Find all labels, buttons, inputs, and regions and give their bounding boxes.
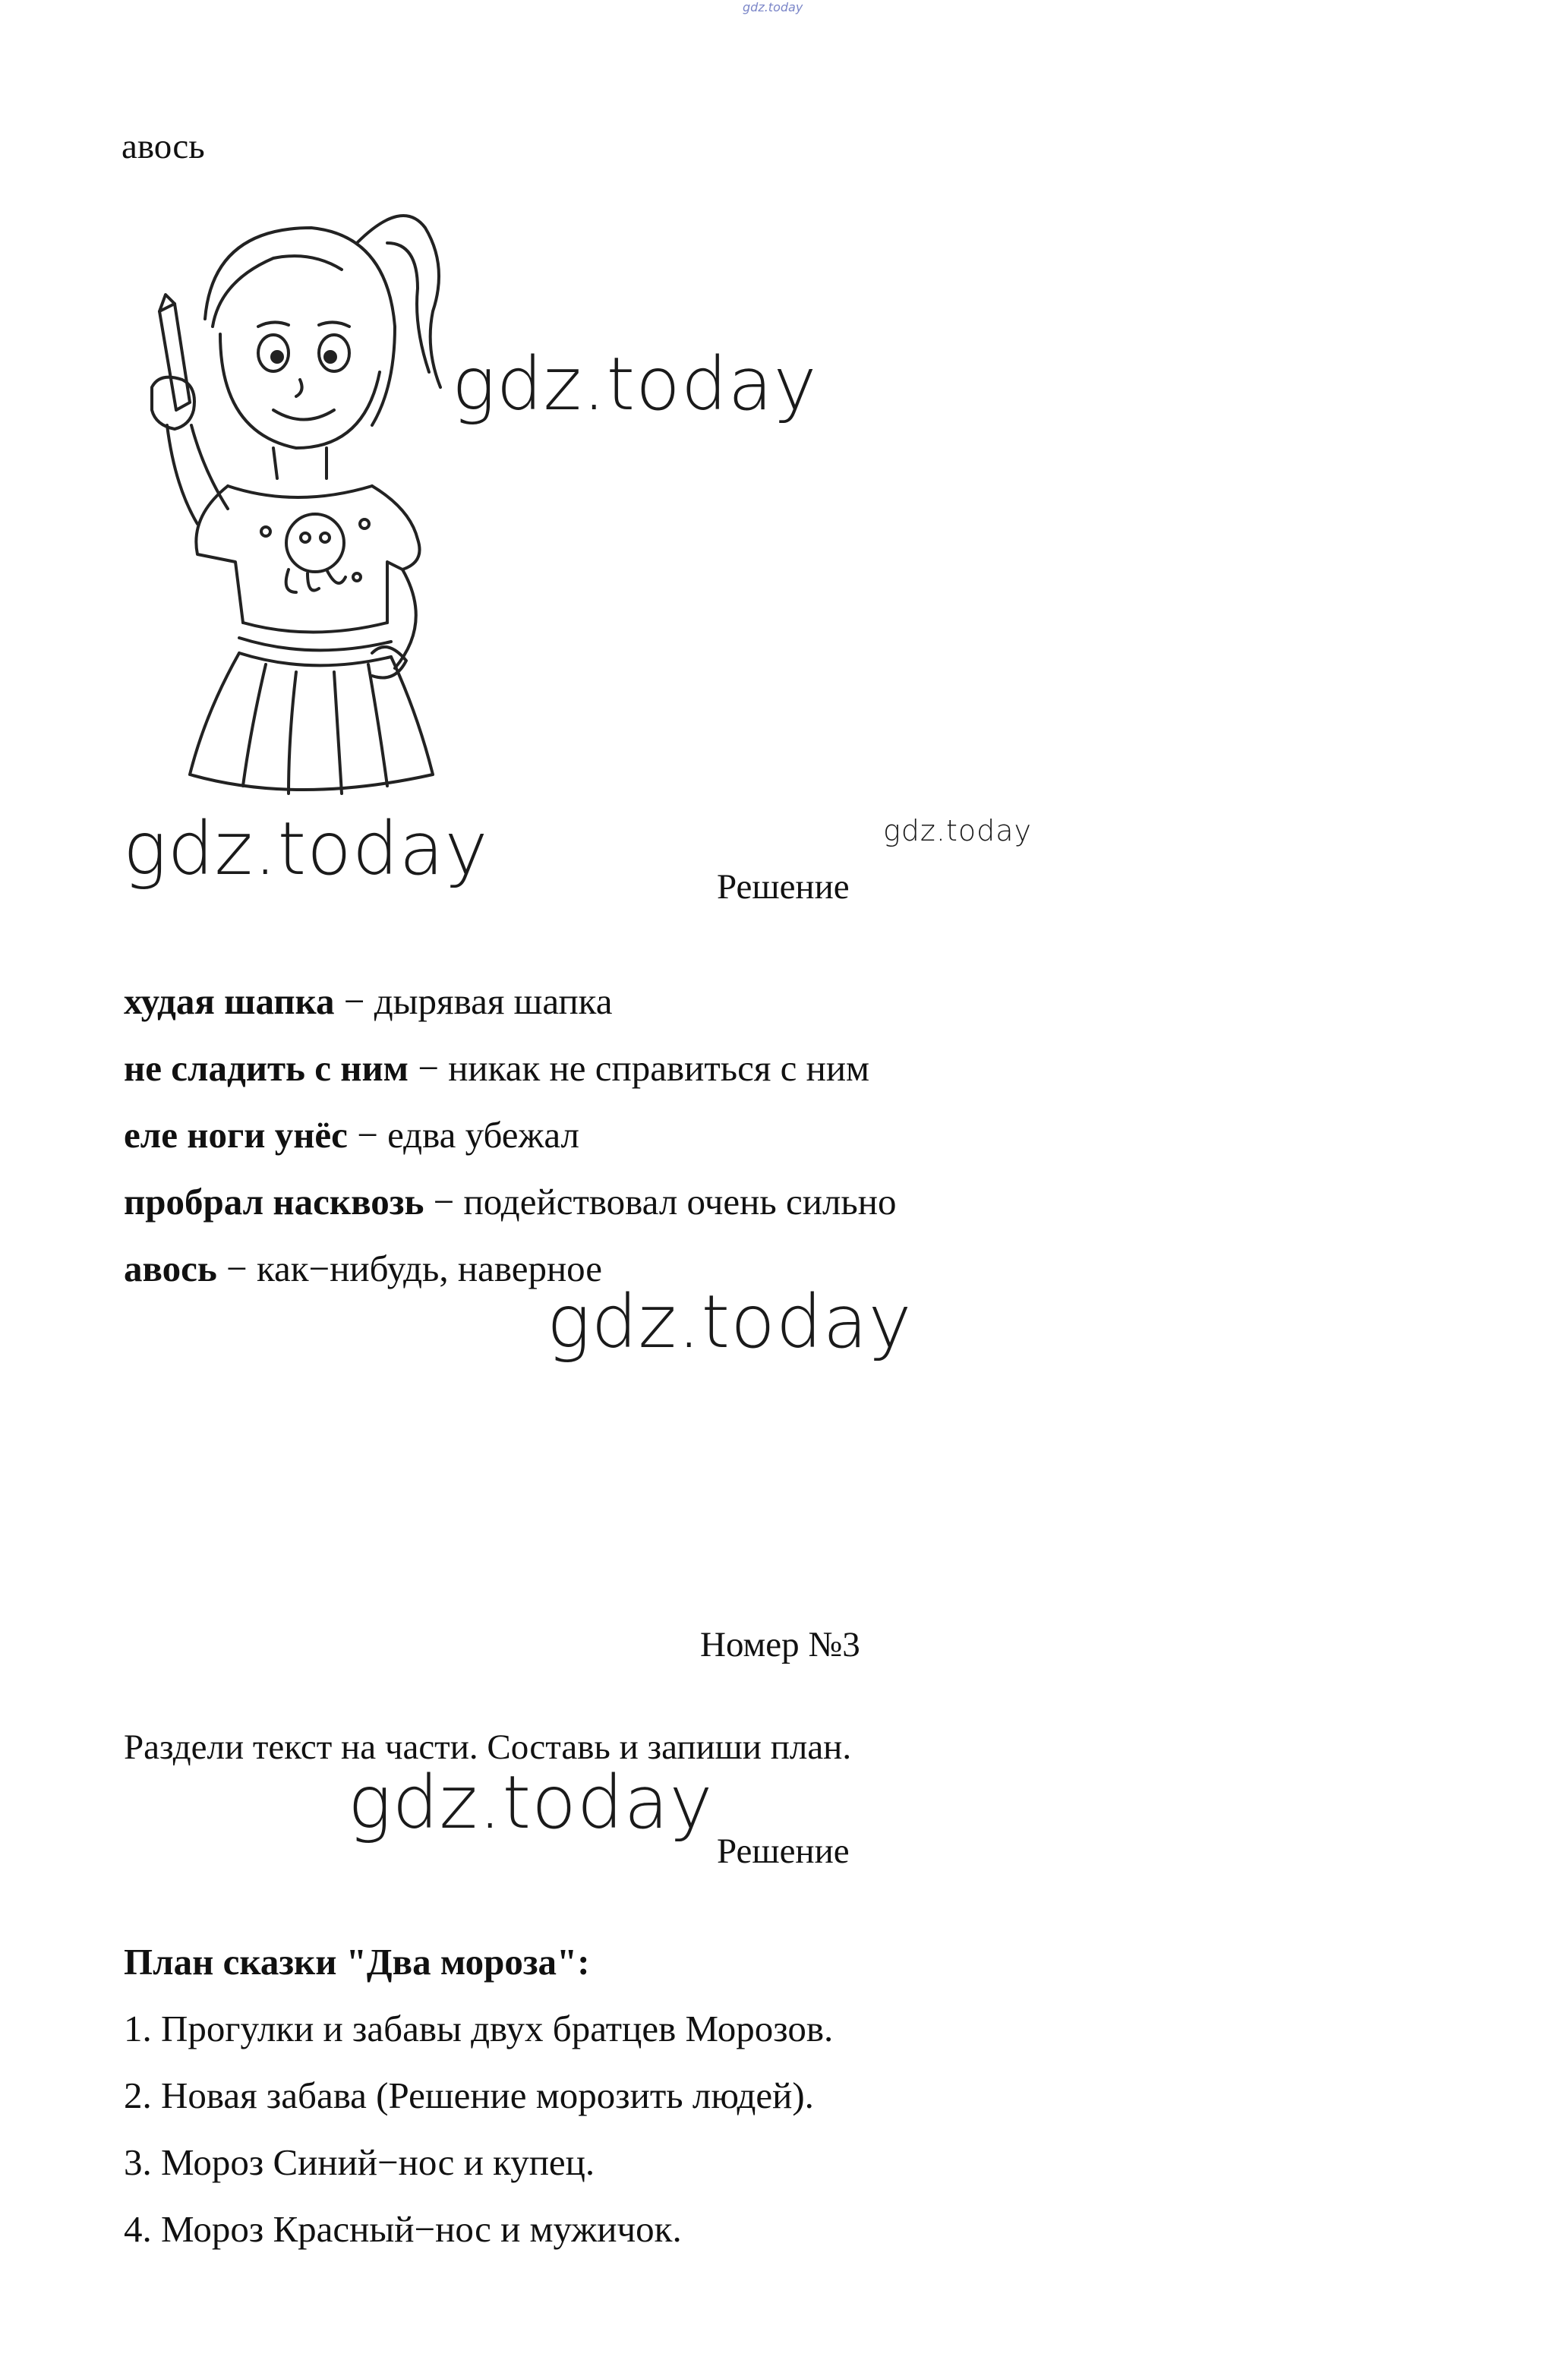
definition-term: еле ноги унёс: [124, 1114, 348, 1156]
definition-term: худая шапка: [124, 980, 335, 1022]
definition-meaning: как−нибудь, наверное: [256, 1248, 603, 1289]
definition-meaning: подействовал очень сильно: [463, 1181, 897, 1223]
plan-item: 4. Мороз Красный−нос и мужичок.: [124, 2208, 682, 2250]
definition-row: [124, 1046, 869, 1090]
definition-term: пробрал насквозь: [124, 1181, 424, 1223]
girl-illustration: [144, 197, 494, 790]
solution-label-1: Решение: [717, 867, 850, 907]
definition-separator: −: [424, 1181, 464, 1223]
top-word: авось: [121, 127, 205, 166]
definition-meaning: никак не справиться с ним: [448, 1047, 870, 1089]
watermark-4: gdz.today: [547, 1279, 913, 1365]
definition-row: [124, 1180, 896, 1223]
definition-meaning: едва убежал: [387, 1114, 579, 1156]
watermark-3: gdz.today: [883, 814, 1032, 847]
definition-row: [124, 1247, 602, 1290]
definition-separator: −: [216, 1248, 257, 1289]
watermark-5: gdz.today: [348, 1760, 714, 1845]
task-text: Раздели текст на части. Составь и запиши план.: [124, 1727, 852, 1767]
definition-term: не сладить с ним: [124, 1047, 409, 1089]
watermark-2: gdz.today: [123, 806, 489, 891]
plan-title-text: План сказки "Два мороза":: [124, 1941, 590, 1983]
definition-separator: −: [347, 1114, 388, 1156]
definition-separator: −: [409, 1047, 449, 1089]
plan-item: 1. Прогулки и забавы двух братцев Морозов.: [124, 2008, 834, 2049]
definition-separator: −: [334, 980, 374, 1022]
plan-item: 2. Новая забава (Решение морозить людей).: [124, 2074, 814, 2116]
definition-term: авось: [124, 1248, 217, 1289]
definition-meaning: дырявая шапка: [374, 980, 613, 1022]
plan-title: [124, 1940, 590, 1983]
number-heading: Номер №3: [700, 1625, 860, 1664]
watermark-top: gdz.today: [743, 0, 803, 14]
definition-row: [124, 980, 612, 1023]
girl-drawing: [144, 197, 494, 790]
solution-label-2: Решение: [717, 1832, 850, 1871]
definition-row: [124, 1113, 579, 1156]
plan-item: 3. Мороз Синий−нос и купец.: [124, 2141, 595, 2183]
watermark-1: gdz.today: [452, 342, 818, 427]
